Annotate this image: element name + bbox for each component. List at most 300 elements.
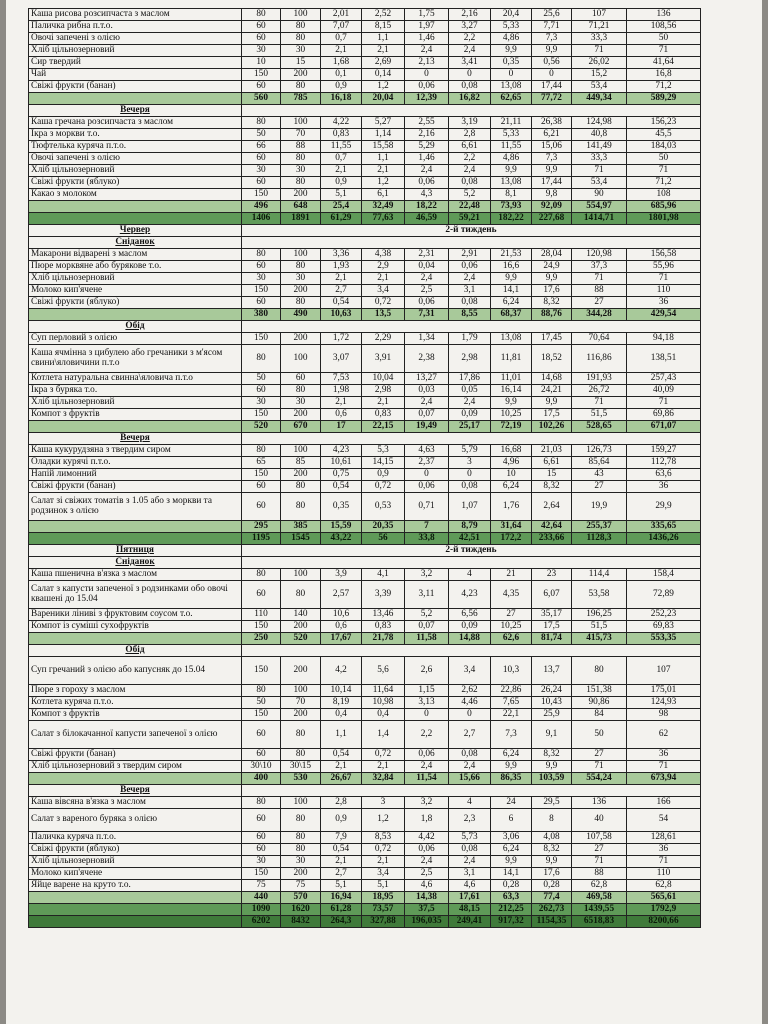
table-cell: 61,29 — [321, 213, 362, 225]
table-cell: 1439,55 — [572, 904, 627, 916]
dish-name: Яйце варене на круто т.о. — [29, 880, 242, 892]
dish-name — [29, 421, 242, 433]
meal-title: Обід — [29, 321, 242, 333]
table-cell: 1154,35 — [532, 916, 572, 928]
table-cell: 71 — [572, 761, 627, 773]
dish-name: Салат з білокачанної капусти запеченої з олією — [29, 721, 242, 749]
table-cell: 14,15 — [362, 457, 405, 469]
table-cell: 9,9 — [491, 165, 532, 177]
table-cell: 128,61 — [627, 832, 701, 844]
table-cell: 685,96 — [627, 201, 701, 213]
table-cell: 0,7 — [321, 33, 362, 45]
table-cell: 60 — [242, 297, 281, 309]
table-cell: 2,01 — [321, 9, 362, 21]
table-cell: 670 — [281, 421, 321, 433]
table-cell: 17,67 — [321, 633, 362, 645]
table-cell: 385 — [281, 521, 321, 533]
table-cell: 17 — [321, 421, 362, 433]
table-cell: 92,09 — [532, 201, 572, 213]
table-cell: 80 — [281, 297, 321, 309]
table-cell: 72,89 — [627, 581, 701, 609]
dish-name: Хліб цільнозерновий — [29, 856, 242, 868]
table-cell: 10,98 — [362, 697, 405, 709]
table-cell: 80 — [281, 749, 321, 761]
table-cell: 126,73 — [572, 445, 627, 457]
table-cell: 14,1 — [491, 285, 532, 297]
table-cell: 2,1 — [362, 761, 405, 773]
table-cell: 10,3 — [491, 657, 532, 685]
table-cell: 110 — [242, 609, 281, 621]
table-cell: 0,83 — [321, 129, 362, 141]
table-cell: 54 — [627, 809, 701, 832]
table-row — [29, 685, 701, 697]
table-cell: 1,76 — [491, 493, 532, 521]
table-cell: 13,08 — [491, 333, 532, 345]
table-cell: 2,69 — [362, 57, 405, 69]
table-cell: 6,1 — [362, 189, 405, 201]
table-cell: 3,11 — [405, 581, 449, 609]
table-cell: 1414,71 — [572, 213, 627, 225]
table-cell: 0,03 — [405, 385, 449, 397]
table-cell: 100 — [281, 249, 321, 261]
table-cell: 30 — [242, 273, 281, 285]
table-row — [29, 809, 701, 832]
dish-name: Компот із суміші сухофруктів — [29, 621, 242, 633]
table-cell: 141,49 — [572, 141, 627, 153]
meal-header-row — [29, 557, 701, 569]
table-cell: 98 — [627, 709, 701, 721]
meal-title: Вечеря — [29, 433, 242, 445]
table-cell: 2,7 — [321, 868, 362, 880]
table-cell: 200 — [281, 189, 321, 201]
table-cell: 2,4 — [405, 761, 449, 773]
dish-name: Хліб цільнозерновий — [29, 45, 242, 57]
table-cell: 103,59 — [532, 773, 572, 785]
table-cell: 36 — [627, 297, 701, 309]
table-cell: 7,65 — [491, 697, 532, 709]
table-cell: 1,07 — [449, 493, 491, 521]
table-cell: 14,38 — [405, 892, 449, 904]
table-cell: 4,35 — [491, 581, 532, 609]
table-cell: 166 — [627, 797, 701, 809]
table-cell: 71 — [627, 45, 701, 57]
table-row — [29, 481, 701, 493]
table-row — [29, 333, 701, 345]
table-cell: 7,3 — [491, 721, 532, 749]
dish-name: Хліб цільнозерновий — [29, 165, 242, 177]
table-cell: 53,4 — [572, 81, 627, 93]
table-cell: 150 — [242, 69, 281, 81]
table-cell: 1,1 — [362, 33, 405, 45]
table-cell: 70 — [281, 697, 321, 709]
table-cell: 56 — [362, 533, 405, 545]
table-cell: 2,4 — [449, 397, 491, 409]
table-cell: 16,14 — [491, 385, 532, 397]
table-cell: 17,6 — [532, 285, 572, 297]
table-cell: 80 — [242, 345, 281, 373]
table-row — [29, 21, 701, 33]
table-cell: 4,08 — [532, 832, 572, 844]
table-cell: 21,11 — [491, 117, 532, 129]
dish-name: Овочі запечені з олією — [29, 33, 242, 45]
table-cell: 2,16 — [449, 9, 491, 21]
table-cell: 5,79 — [449, 445, 491, 457]
table-cell: 0,6 — [321, 409, 362, 421]
table-cell: 5,33 — [491, 21, 532, 33]
table-cell: 80 — [242, 569, 281, 581]
table-cell: 2,1 — [362, 165, 405, 177]
table-cell: 55,96 — [627, 261, 701, 273]
table-cell: 3,4 — [362, 285, 405, 297]
table-cell: 21,78 — [362, 633, 405, 645]
table-cell: 62,8 — [572, 880, 627, 892]
table-cell: 196,035 — [405, 916, 449, 928]
table-cell: 37,3 — [572, 261, 627, 273]
table-cell: 14,88 — [449, 633, 491, 645]
table-row — [29, 177, 701, 189]
table-cell: 45,5 — [627, 129, 701, 141]
table-cell: 140 — [281, 609, 321, 621]
dish-name: Свіжі фрукти (банан) — [29, 481, 242, 493]
table-cell: 327,88 — [362, 916, 405, 928]
table-cell: 80 — [242, 249, 281, 261]
table-cell: 71 — [627, 273, 701, 285]
table-cell: 15,58 — [362, 141, 405, 153]
table-cell: 37,5 — [405, 904, 449, 916]
table-row — [29, 445, 701, 457]
table-row — [29, 709, 701, 721]
table-cell: 60 — [242, 153, 281, 165]
table-cell: 108,56 — [627, 21, 701, 33]
table-cell: 0,4 — [321, 709, 362, 721]
table-cell: 136 — [572, 797, 627, 809]
dish-name: Тюфтелька куряча п.т.о. — [29, 141, 242, 153]
table-cell: 20,35 — [362, 521, 405, 533]
dish-name: Свіжі фрукти (яблуко) — [29, 844, 242, 856]
table-cell: 0,54 — [321, 749, 362, 761]
dish-name — [29, 533, 242, 545]
table-cell: 2,4 — [449, 761, 491, 773]
table-cell: 3,2 — [405, 797, 449, 809]
table-cell: 530 — [281, 773, 321, 785]
table-cell: 7,3 — [532, 33, 572, 45]
table-cell: 917,32 — [491, 916, 532, 928]
table-cell: 50 — [242, 129, 281, 141]
table-cell: 1,2 — [362, 809, 405, 832]
table-cell: 3,91 — [362, 345, 405, 373]
table-row — [29, 33, 701, 45]
table-cell: 1,46 — [405, 153, 449, 165]
dish-name: Салат з капусти запеченої з родзинками обо овочі квашені до 15.04 — [29, 581, 242, 609]
table-cell: 2,16 — [405, 129, 449, 141]
table-cell: 4,2 — [321, 657, 362, 685]
dish-name: Чай — [29, 69, 242, 81]
meal-total-row — [29, 421, 701, 433]
table-cell: 0,14 — [362, 69, 405, 81]
table-cell: 71,21 — [572, 21, 627, 33]
table-cell: 24 — [491, 797, 532, 809]
table-cell: 20,04 — [362, 93, 405, 105]
table-cell: 6,21 — [532, 129, 572, 141]
table-cell: 0,6 — [321, 621, 362, 633]
table-cell: 0,35 — [321, 493, 362, 521]
dish-name: Хліб цільнозерновий — [29, 273, 242, 285]
dish-name: Макарони відварені з маслом — [29, 249, 242, 261]
table-cell: 4,6 — [449, 880, 491, 892]
table-cell: 0,71 — [405, 493, 449, 521]
table-cell: 51,5 — [572, 409, 627, 421]
table-cell: 3,39 — [362, 581, 405, 609]
table-cell: 1,97 — [405, 21, 449, 33]
table-cell: 16,94 — [321, 892, 362, 904]
table-cell: 33,3 — [572, 33, 627, 45]
table-cell: 3,1 — [449, 868, 491, 880]
table-cell: 200 — [281, 709, 321, 721]
table-cell: 68,37 — [491, 309, 532, 321]
table-cell: 16,68 — [491, 445, 532, 457]
table-cell: 27 — [572, 844, 627, 856]
table-cell: 200 — [281, 69, 321, 81]
dish-name: Свіжі фрукти (банан) — [29, 749, 242, 761]
table-cell: 1620 — [281, 904, 321, 916]
table-cell: 6,61 — [449, 141, 491, 153]
table-cell: 0,06 — [449, 261, 491, 273]
table-cell: 60 — [242, 493, 281, 521]
table-cell: 75 — [242, 880, 281, 892]
table-cell: 7,71 — [532, 21, 572, 33]
table-cell: 1,46 — [405, 33, 449, 45]
table-cell: 9,9 — [491, 856, 532, 868]
table-cell: 17,61 — [449, 892, 491, 904]
table-cell: 2,98 — [362, 385, 405, 397]
table-cell: 28,04 — [532, 249, 572, 261]
table-cell: 4,23 — [321, 445, 362, 457]
table-cell: 6,24 — [491, 844, 532, 856]
table-cell: 9,8 — [532, 189, 572, 201]
table-cell: 22,86 — [491, 685, 532, 697]
week-label — [242, 785, 701, 797]
table-cell: 0,05 — [449, 385, 491, 397]
table-cell: 42,51 — [449, 533, 491, 545]
table-cell: 6,56 — [449, 609, 491, 621]
table-cell: 2,2 — [449, 33, 491, 45]
table-cell: 59,21 — [449, 213, 491, 225]
table-row — [29, 844, 701, 856]
table-cell: 6202 — [242, 916, 281, 928]
table-cell: 88 — [281, 141, 321, 153]
table-cell: 9,9 — [532, 165, 572, 177]
table-cell: 60 — [242, 581, 281, 609]
table-cell: 60 — [242, 721, 281, 749]
table-cell: 30 — [281, 273, 321, 285]
week-label — [242, 321, 701, 333]
table-cell: 60 — [242, 481, 281, 493]
table-cell: 2,1 — [362, 397, 405, 409]
table-row — [29, 609, 701, 621]
table-cell: 80 — [281, 385, 321, 397]
table-cell: 2,4 — [449, 856, 491, 868]
table-cell: 30 — [242, 45, 281, 57]
table-cell: 449,34 — [572, 93, 627, 105]
table-cell: 16,6 — [491, 261, 532, 273]
table-cell: 1436,26 — [627, 533, 701, 545]
table-cell: 73,93 — [491, 201, 532, 213]
table-cell: 11,64 — [362, 685, 405, 697]
table-cell: 30 — [281, 397, 321, 409]
table-cell: 520 — [242, 421, 281, 433]
table-cell: 23 — [532, 569, 572, 581]
meal-title: Сніданок — [29, 557, 242, 569]
table-cell: 9,9 — [491, 761, 532, 773]
table-cell: 90,86 — [572, 697, 627, 709]
table-row — [29, 117, 701, 129]
day-total-row — [29, 213, 701, 225]
table-cell: 73,57 — [362, 904, 405, 916]
table-cell: 0,54 — [321, 481, 362, 493]
dish-name: Овочі запечені з олією — [29, 153, 242, 165]
table-cell: 10,14 — [321, 685, 362, 697]
table-cell: 0 — [405, 69, 449, 81]
table-cell: 30 — [242, 397, 281, 409]
menu-table — [28, 8, 701, 928]
table-cell: 8,32 — [532, 297, 572, 309]
table-cell: 0,06 — [405, 177, 449, 189]
dish-name: Паличка куряча п.т.о. — [29, 832, 242, 844]
table-cell: 0,9 — [321, 81, 362, 93]
table-cell: 10,04 — [362, 373, 405, 385]
day-total-row — [29, 533, 701, 545]
table-cell: 30 — [242, 856, 281, 868]
table-cell: 0,08 — [449, 177, 491, 189]
table-cell: 3,07 — [321, 345, 362, 373]
table-cell: 66 — [242, 141, 281, 153]
table-row — [29, 45, 701, 57]
table-cell: 4,23 — [449, 581, 491, 609]
table-cell: 0,28 — [491, 880, 532, 892]
table-cell: 227,68 — [532, 213, 572, 225]
table-cell: 26,02 — [572, 57, 627, 69]
table-cell: 2,5 — [405, 868, 449, 880]
dish-name: Сир твердий — [29, 57, 242, 69]
table-row — [29, 832, 701, 844]
table-cell: 200 — [281, 621, 321, 633]
table-cell: 554,24 — [572, 773, 627, 785]
table-cell: 4 — [449, 797, 491, 809]
table-cell: 8,1 — [491, 189, 532, 201]
table-row — [29, 69, 701, 81]
dish-name: Салат з вареного буряка з олією — [29, 809, 242, 832]
table-cell: 18,52 — [532, 345, 572, 373]
meal-title: Сніданок — [29, 237, 242, 249]
table-cell: 1,68 — [321, 57, 362, 69]
table-row — [29, 880, 701, 892]
table-cell: 4,6 — [405, 880, 449, 892]
table-cell: 25,6 — [532, 9, 572, 21]
table-cell: 10 — [491, 469, 532, 481]
dish-name: Каша кукурудзяна з твердим сиром — [29, 445, 242, 457]
table-cell: 0,7 — [321, 153, 362, 165]
table-row — [29, 797, 701, 809]
table-cell: 21,53 — [491, 249, 532, 261]
table-cell: 80 — [242, 117, 281, 129]
table-cell: 150 — [242, 469, 281, 481]
table-cell: 60 — [242, 809, 281, 832]
table-cell: 124,98 — [572, 117, 627, 129]
dish-name: Молоко кип'ячене — [29, 868, 242, 880]
table-cell: 25,9 — [532, 709, 572, 721]
table-row — [29, 493, 701, 521]
table-cell: 0,09 — [449, 409, 491, 421]
table-cell: 16,82 — [449, 93, 491, 105]
grand-total-row — [29, 916, 701, 928]
table-row — [29, 581, 701, 609]
table-row — [29, 141, 701, 153]
table-cell: 1090 — [242, 904, 281, 916]
table-cell: 255,37 — [572, 521, 627, 533]
table-cell: 2,8 — [321, 797, 362, 809]
dish-name: Ікра з буряка т.о. — [29, 385, 242, 397]
table-cell: 2,1 — [321, 397, 362, 409]
table-cell: 3,4 — [449, 657, 491, 685]
table-cell: 2,62 — [449, 685, 491, 697]
table-cell: 80 — [281, 809, 321, 832]
table-cell: 2,98 — [449, 345, 491, 373]
meal-header-row — [29, 785, 701, 797]
table-cell: 0,53 — [362, 493, 405, 521]
table-cell: 200 — [281, 868, 321, 880]
meal-header-row — [29, 237, 701, 249]
table-cell: 71 — [572, 397, 627, 409]
dish-name: Компот з фруктів — [29, 409, 242, 421]
table-cell: 159,27 — [627, 445, 701, 457]
table-row — [29, 749, 701, 761]
table-cell: 40 — [572, 809, 627, 832]
table-cell: 19,49 — [405, 421, 449, 433]
table-cell: 72,19 — [491, 421, 532, 433]
table-cell: 0 — [449, 69, 491, 81]
table-row — [29, 657, 701, 685]
table-cell: 80 — [242, 445, 281, 457]
table-cell: 175,01 — [627, 685, 701, 697]
table-cell: 429,54 — [627, 309, 701, 321]
table-cell: 8,15 — [362, 21, 405, 33]
table-row — [29, 297, 701, 309]
table-cell: 8,55 — [449, 309, 491, 321]
dish-name: Каша пшенична в'язка з маслом — [29, 569, 242, 581]
table-cell: 8,32 — [532, 844, 572, 856]
table-cell: 8200,66 — [627, 916, 701, 928]
table-cell: 2,1 — [321, 273, 362, 285]
table-cell: 0,04 — [405, 261, 449, 273]
week-label — [242, 557, 701, 569]
table-cell: 150 — [242, 409, 281, 421]
table-cell: 553,35 — [627, 633, 701, 645]
dish-name: Суп гречаний з олією або капусняк до 15.04 — [29, 657, 242, 685]
table-cell: 490 — [281, 309, 321, 321]
dish-name: Каша ячмінна з цибулею або гречаники з м'ясом свини\яловичини п.т.о — [29, 345, 242, 373]
table-cell: 77,4 — [532, 892, 572, 904]
table-cell: 671,07 — [627, 421, 701, 433]
table-cell: 9,9 — [491, 45, 532, 57]
table-cell: 0,06 — [405, 481, 449, 493]
dish-name: Свіжі фрукти (банан) — [29, 81, 242, 93]
table-cell: 4,63 — [405, 445, 449, 457]
table-cell: 469,58 — [572, 892, 627, 904]
table-cell: 2,4 — [405, 45, 449, 57]
dish-name: Салат зі свіжих томатів з 1.05 або з моркви та родзинок з олією — [29, 493, 242, 521]
table-cell: 3,27 — [449, 21, 491, 33]
table-cell: 264,3 — [321, 916, 362, 928]
